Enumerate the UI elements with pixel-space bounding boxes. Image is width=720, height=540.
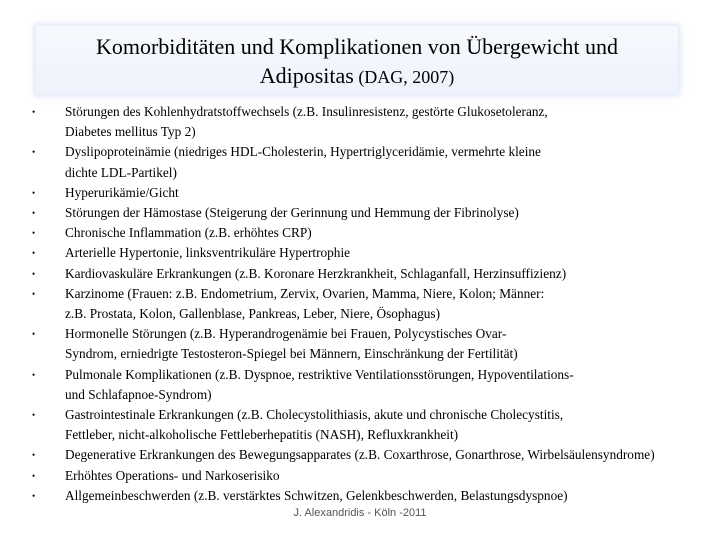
list-item-text: Arterielle Hypertonie, linksventrikuläre Hypertrophie [65, 245, 351, 261]
bullet-marker: • [32, 147, 36, 158]
list-item-text: Gastrointestinale Erkrankungen (z.B. Cholecystolithiasis, akute und chronische Cholecystitis, [65, 407, 564, 423]
list-item [0, 203, 720, 223]
bullet-marker: • [32, 450, 36, 461]
list-item [0, 284, 720, 324]
list-item [0, 486, 720, 506]
list-item [0, 223, 720, 243]
bullet-marker: • [32, 187, 36, 198]
bullet-marker: • [32, 228, 36, 239]
list-item [0, 324, 720, 364]
list-item-text: Syndrom, erniedrigte Testosteron-Spiegel bei Männern, Einschränkung der Fertilität) [65, 346, 518, 362]
list-item-text: Störungen des Kohlenhydratstoffwechsels (z.B. Insulinresistenz, gestörte Glukosetoleranz, [65, 104, 548, 119]
slide-title-main: Adipositas [259, 63, 354, 88]
list-item-text: Karzinome (Frauen: z.B. Endometrium, Zervix, Ovarien, Mamma, Niere, Kolon; Männer: [65, 285, 545, 301]
list-item-text: Hormonelle Störungen (z.B. Hyperandrogenämie bei Frauen, Polycystisches Ovar- [65, 326, 507, 342]
list-item [0, 183, 720, 203]
list-item [0, 243, 720, 263]
list-item [0, 405, 720, 445]
list-item [0, 142, 720, 182]
slide-title-line2 [36, 63, 678, 90]
slide-title-line1: Komorbiditäten und Komplikationen von Übergewicht und [95, 34, 618, 59]
bullet-marker: • [32, 490, 36, 501]
bullet-marker: • [32, 470, 36, 481]
bullet-list [0, 102, 720, 506]
list-item-text: z.B. Prostata, Kolon, Gallenblase, Pankreas, Leber, Niere, Ösophagus) [65, 306, 441, 322]
list-item-text: und Schlafapnoe-Syndrom) [65, 386, 212, 402]
title-box [36, 26, 678, 94]
bullet-marker: • [32, 208, 36, 219]
list-item [0, 365, 720, 405]
list-item-text: Kardiovaskuläre Erkrankungen (z.B. Koronare Herzkrankheit, Schlaganfall, Herzinsuffizienz) [65, 265, 567, 281]
slide-title-source: (DAG, 2007) [353, 67, 455, 87]
bullet-marker: • [32, 410, 36, 421]
list-item-text: Störungen der Hämostase (Steigerung der Gerinnung und Hemmung der Fibrinolyse) [65, 205, 519, 221]
bullet-marker: • [32, 268, 36, 279]
list-item [0, 445, 720, 465]
list-item-text: Dyslipoproteinämie (niedriges HDL-Cholesterin, Hypertriglyceridämie, vermehrte kleine [65, 144, 541, 160]
list-item [0, 102, 720, 142]
list-item-text: Pulmonale Komplikationen (z.B. Dyspnoe, restriktive Ventilationsstörungen, Hypoventilations- [65, 366, 574, 382]
list-item [0, 264, 720, 284]
bullet-marker: • [32, 329, 36, 340]
list-item-text: Allgemeinbeschwerden (z.B. verstärktes Schwitzen, Gelenkbeschwerden, Belastungsdyspnoe) [65, 487, 568, 503]
bullet-marker: • [32, 369, 36, 380]
footer-credit: J. Alexandridis - Köln -2011 [293, 507, 427, 519]
list-item-text: Erhöhtes Operations- und Narkoserisiko [65, 467, 280, 483]
list-item-text: dichte LDL-Partikel) [65, 164, 177, 180]
bullet-marker: • [32, 288, 36, 299]
list-item-text: Diabetes mellitus Typ 2) [65, 124, 196, 140]
bullet-marker: • [32, 248, 36, 259]
list-item-text: Chronische Inflammation (z.B. erhöhtes CRP) [65, 225, 312, 241]
list-item-text: Degenerative Erkrankungen des Bewegungsapparates (z.B. Coxarthrose, Gonarthrose, Wirbelsäulensyndrome) [65, 447, 655, 463]
list-item-text: Hyperurikämie/Gicht [65, 184, 179, 200]
bullet-marker: • [32, 107, 36, 117]
list-item [0, 466, 720, 486]
list-item-text: Fettleber, nicht-alkoholische Fettleberhepatitis (NASH), Refluxkrankheit) [65, 427, 459, 443]
